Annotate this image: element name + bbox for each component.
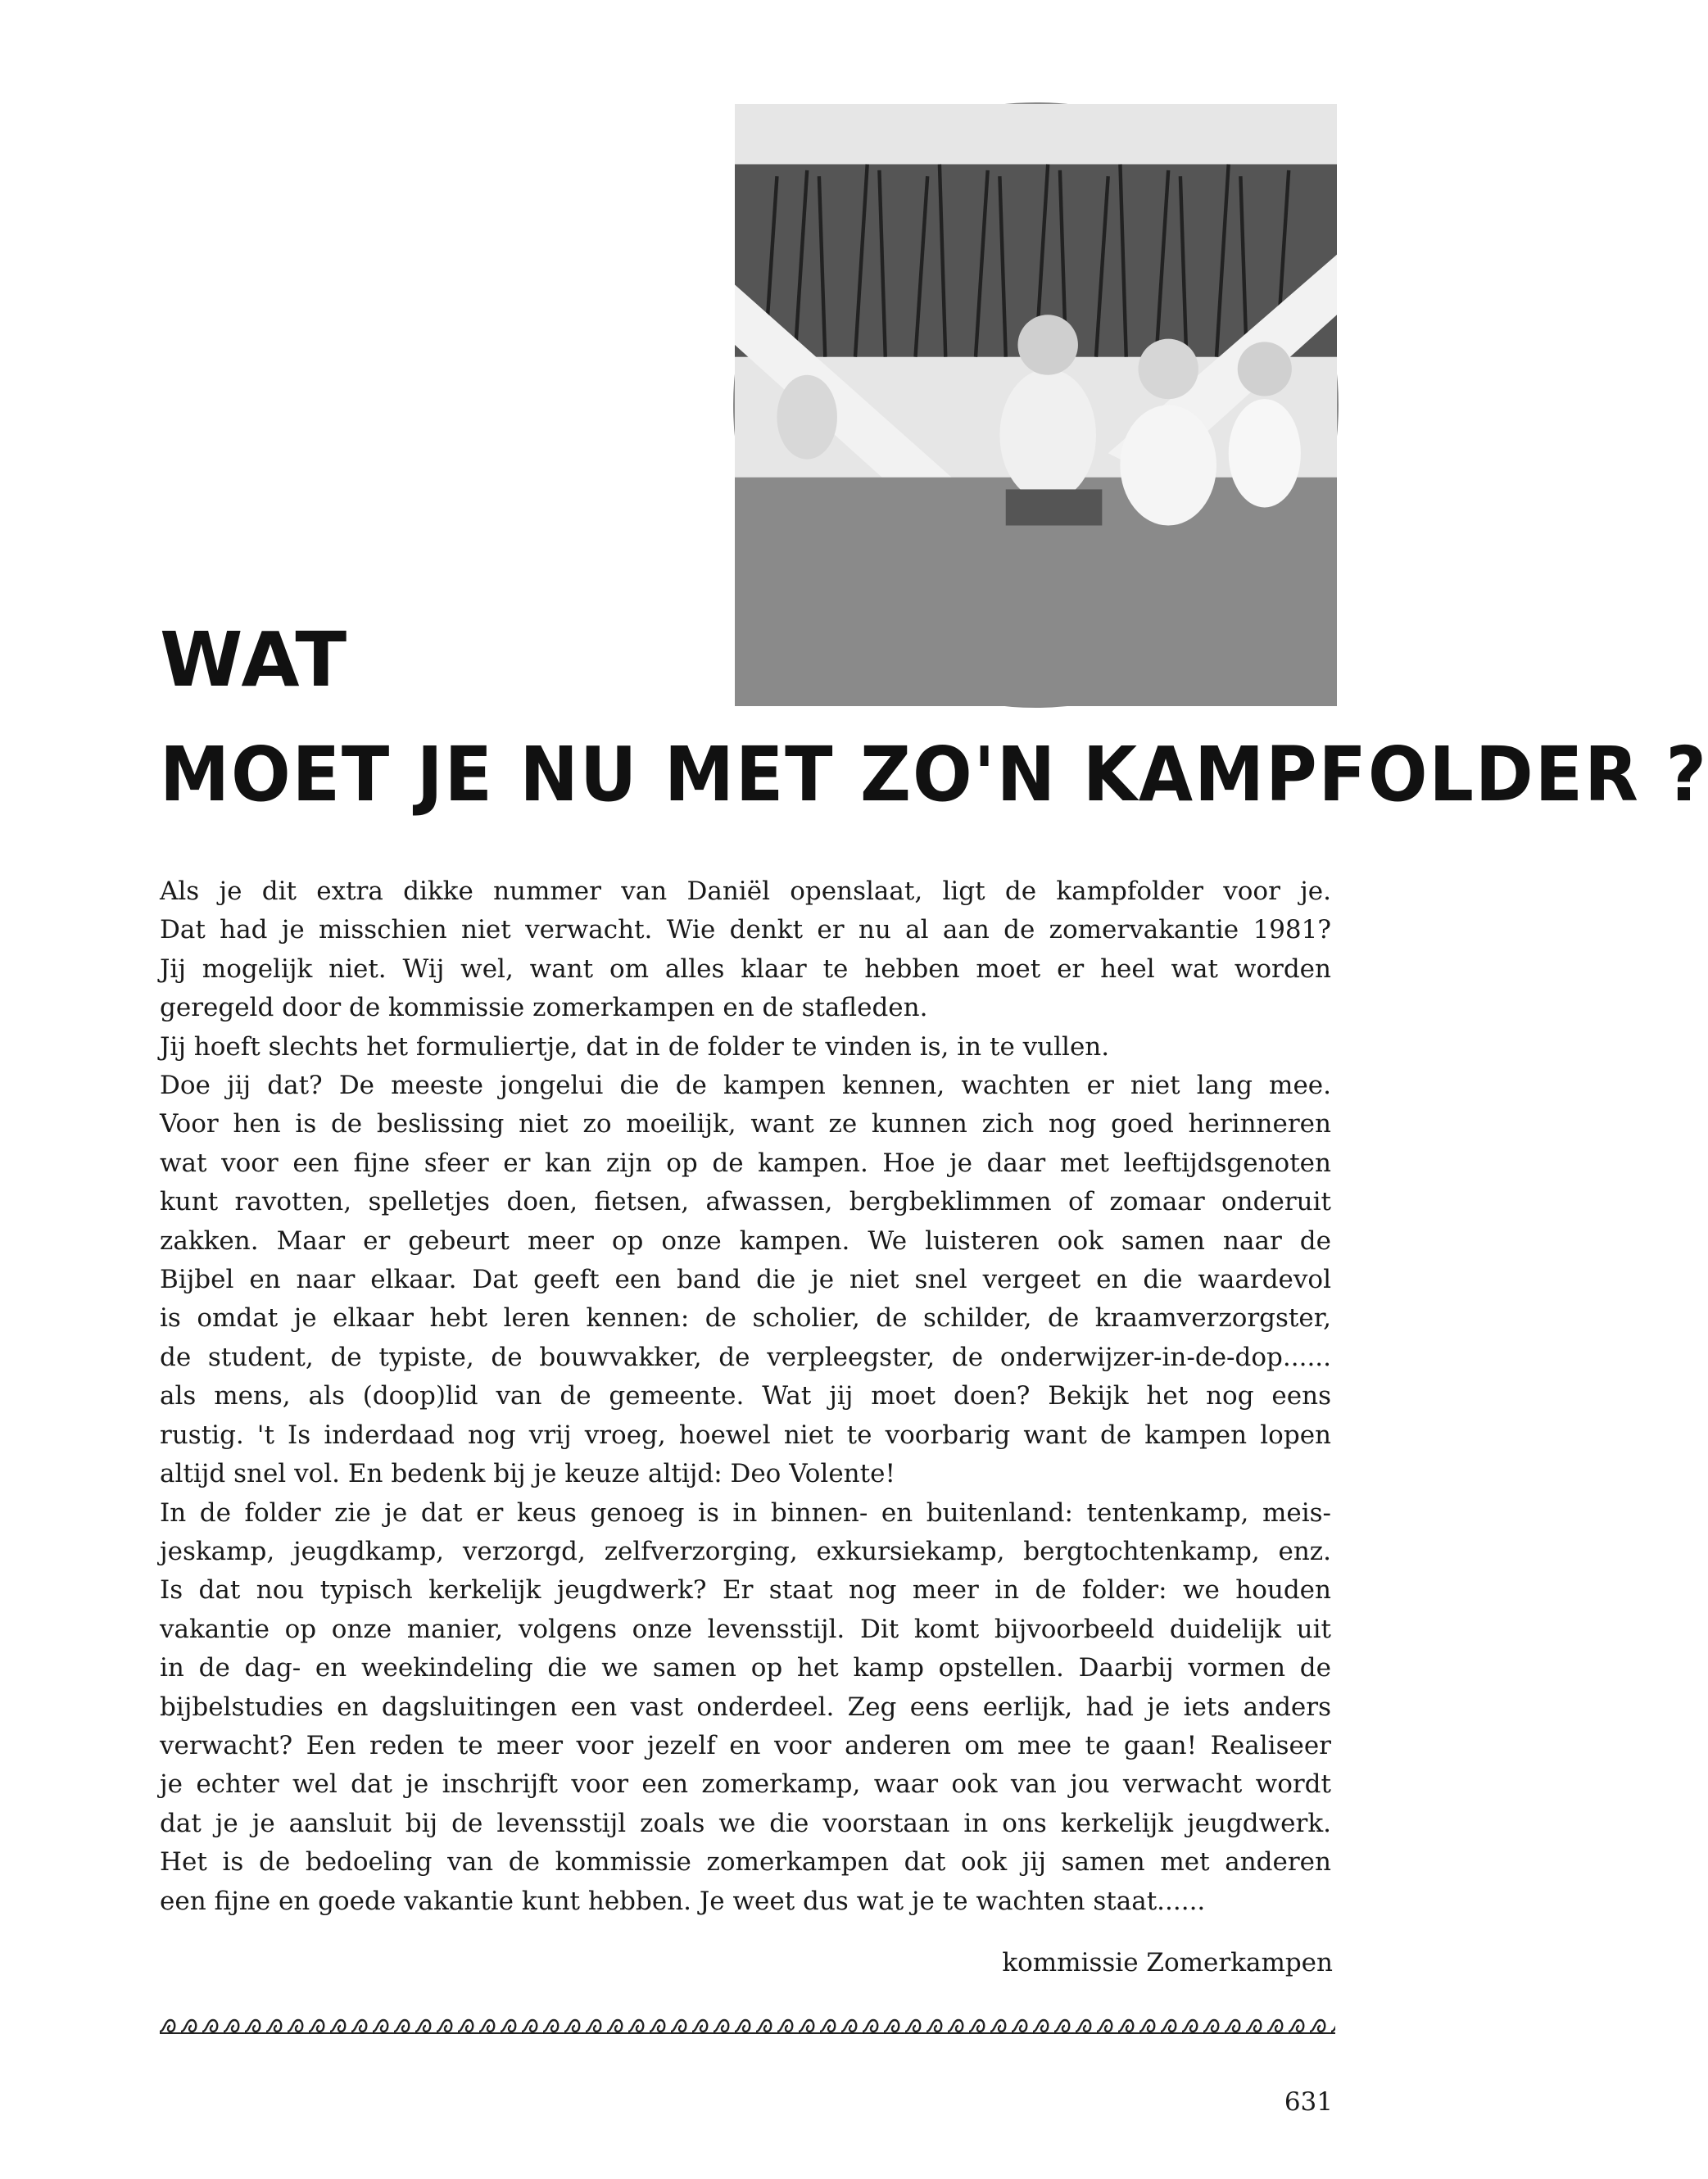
body-line: verwacht? Een reden te meer voor jezelf en voor anderen om mee te gaan! Realiseer xyxy=(160,1730,1331,1760)
body-line: zakken. Maar er gebeurt meer op onze kampen. We luisteren ook samen naar de xyxy=(160,1225,1331,1256)
body-line: een fijne en goede vakantie kunt hebben. Je weet dus wat je te wachten staat...... xyxy=(160,1886,1206,1916)
body-line: Als je dit extra dikke nummer van Daniël openslaat, ligt de kampfolder voor je. xyxy=(160,877,1331,906)
body-line: bijbelstudies en dagsluitingen een vast onderdeel. Zeg eens eerlijk, had je iets anders xyxy=(160,1692,1331,1722)
body-line: rustig. 't Is inderdaad nog vrij vroeg, hoewel niet te voorbarig want de kampen lopen xyxy=(160,1420,1331,1450)
article-body xyxy=(160,872,1331,1921)
title-line-2: MOET JE NU MET ZO'N KAMPFOLDER ? xyxy=(160,731,1708,818)
body-line: Doe jij dat? De meeste jongelui die de kampen kennen, wachten er niet lang mee. xyxy=(160,1071,1331,1101)
body-line: Dat had je misschien niet verwacht. Wie denkt er nu al aan de zomervakantie 1981? xyxy=(160,915,1331,945)
body-line: Bijbel en naar elkaar. Dat geeft een band die je niet snel vergeet en die waardevol xyxy=(160,1265,1331,1295)
title-line-1: WAT xyxy=(160,616,349,704)
body-line: dat je je aansluit bij de levensstijl zoals we die voorstaan in ons kerkelijk jeugdwerk. xyxy=(160,1808,1331,1838)
page-number: 631 xyxy=(1284,2087,1333,2117)
signature: kommissie Zomerkampen xyxy=(1002,1948,1333,1977)
body-line: kunt ravotten, spelletjes doen, fietsen, afwassen, bergbeklimmen of zomaar onderuit xyxy=(160,1187,1331,1217)
camp-photo-icon xyxy=(735,104,1337,706)
body-line: Het is de bedoeling van de kommissie zomerkampen dat ook jij samen met anderen xyxy=(160,1847,1331,1878)
body-line: je echter wel dat je inschrijft voor een zomerkamp, waar ook van jou verwacht wordt xyxy=(160,1769,1331,1800)
body-line: geregeld door de kommissie zomerkampen en de stafleden. xyxy=(160,993,928,1023)
body-line: in de dag- en weekindeling die we samen op het kamp opstellen. Daarbij vormen de xyxy=(160,1653,1331,1683)
body-line: Voor hen is de beslissing niet zo moeilijk, want ze kunnen zich nog goed herinneren xyxy=(160,1109,1331,1139)
body-line: Jij mogelijk niet. Wij wel, want om alles klaar te hebben moet er heel wat worden xyxy=(160,954,1331,984)
body-line: is omdat je elkaar hebt leren kennen: de scholier, de schilder, de kraamverzorgster, xyxy=(160,1303,1331,1334)
camp-photo xyxy=(733,102,1339,708)
body-line: wat voor een fijne sfeer er kan zijn op de kampen. Hoe je daar met leeftijdsgenoten xyxy=(160,1148,1331,1178)
body-line: Jij hoeft slechts het formuliertje, dat in de folder te vinden is, in te vullen. xyxy=(160,1031,1110,1062)
body-line: als mens, als (doop)lid van de gemeente. Wat jij moet doen? Bekijk het nog eens xyxy=(160,1381,1331,1411)
wave-border-icon xyxy=(160,2014,1335,2038)
body-line: vakantie op onze manier, volgens onze levensstijl. Dit komt bijvoorbeeld duidelijk uit xyxy=(160,1614,1331,1644)
body-line: jeskamp, jeugdkamp, verzorgd, zelfverzorging, exkursiekamp, bergtochtenkamp, enz. xyxy=(160,1536,1331,1566)
body-line: altijd snel vol. En bedenk bij je keuze altijd: Deo Volente! xyxy=(160,1459,895,1489)
body-line: In de folder zie je dat er keus genoeg is in binnen- en buitenland: tentenkamp, meis- xyxy=(160,1497,1331,1528)
body-line: de student, de typiste, de bouwvakker, de verpleegster, de onderwijzer-in-de-dop...... xyxy=(160,1342,1331,1372)
body-line: Is dat nou typisch kerkelijk jeugdwerk? Er staat nog meer in de folder: we houden xyxy=(160,1575,1331,1606)
